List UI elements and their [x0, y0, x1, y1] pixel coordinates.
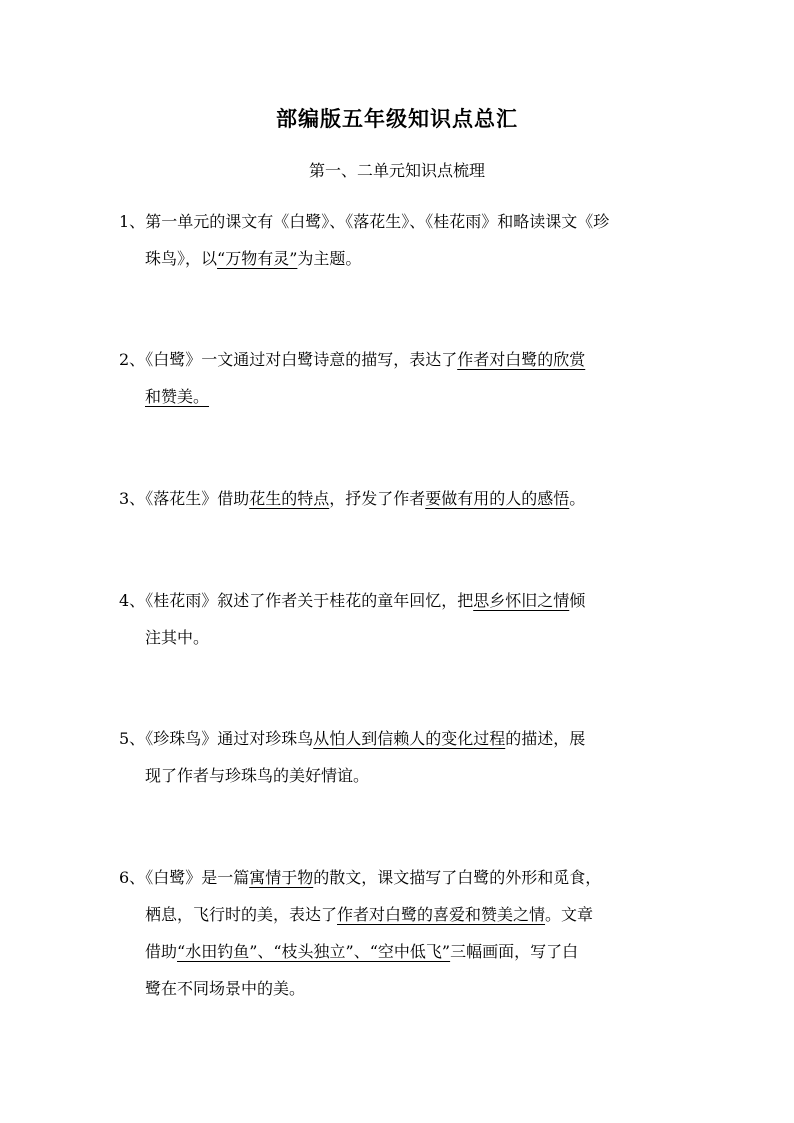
item-text: 《白鹭》一文通过对白鹭诗意的描写，表达了	[145, 350, 458, 369]
item-number: 5、	[119, 729, 146, 748]
item-text: 注其中。	[145, 628, 210, 647]
item-number: 1、	[119, 212, 146, 231]
item-line	[119, 933, 681, 970]
underlined-key-phrase: 思乡怀旧之情	[473, 591, 570, 610]
item-text: 珠鸟》，以	[145, 249, 218, 268]
item-line	[119, 582, 681, 619]
item-line	[119, 203, 681, 240]
item-text: 三幅画面，写了白	[450, 942, 579, 961]
item-number: 2、	[119, 350, 146, 369]
item-text: ，抒发了作者	[329, 489, 426, 508]
underlined-key-phrase: 花生的特点	[249, 489, 330, 508]
item-line	[119, 480, 681, 517]
item-text: 的散文，课文描写了白鹭的外形和觅食，	[313, 868, 602, 887]
item-text: 。文章	[545, 905, 594, 924]
item-text: 栖息，飞行时的美，表达了	[145, 905, 338, 924]
knowledge-point-5	[119, 720, 681, 794]
item-text: 《桂花雨》叙述了作者关于桂花的童年回忆，把	[145, 591, 474, 610]
underlined-key-phrase: 作者对白鹭的喜爱和赞美之情	[337, 905, 546, 924]
item-line	[119, 896, 681, 933]
item-text: 《落花生》借助	[145, 489, 250, 508]
item-line	[119, 970, 681, 1007]
document-subtitle: 第一、二单元知识点梳理	[308, 161, 485, 180]
item-number: 4、	[119, 591, 146, 610]
item-line	[119, 859, 681, 896]
underlined-key-phrase: “万物有灵”	[217, 249, 298, 268]
item-text: 鹭在不同场景中的美。	[145, 979, 306, 998]
item-line	[119, 720, 681, 757]
item-text: 为主题。	[297, 249, 362, 268]
underlined-key-phrase: “水田钓鱼”、“枝头独立”、“空中低飞”	[177, 942, 451, 961]
knowledge-point-1	[119, 203, 681, 277]
knowledge-point-6	[119, 859, 681, 1007]
document-title: 部编版五年级知识点总汇	[276, 106, 518, 131]
item-line	[119, 240, 681, 277]
knowledge-point-2	[119, 341, 681, 415]
item-text: 现了作者与珍珠鸟的美好情谊。	[145, 766, 370, 785]
item-line	[119, 757, 681, 794]
item-line	[119, 378, 681, 415]
underlined-key-phrase: 从怕人到信赖人的变化过程	[313, 729, 506, 748]
item-line	[119, 341, 681, 378]
item-text: 的描述，展	[505, 729, 586, 748]
item-number: 3、	[119, 489, 146, 508]
item-number: 6、	[119, 868, 146, 887]
underlined-key-phrase: 寓情于物	[249, 868, 314, 887]
item-text: 第一单元的课文有《白鹭》、《落花生》、《桂花雨》和略读课文《珍	[145, 212, 610, 231]
item-text: 借助	[145, 942, 178, 961]
knowledge-point-3	[119, 480, 681, 517]
item-text: 《珍珠鸟》通过对珍珠鸟	[145, 729, 314, 748]
underlined-key-phrase: 作者对白鹭的欣赏	[457, 350, 586, 369]
item-line	[119, 619, 681, 656]
item-text: 《白鹭》是一篇	[145, 868, 250, 887]
item-text: 倾	[569, 591, 586, 610]
underlined-key-phrase: 要做有用的人的感悟	[425, 489, 570, 508]
underlined-key-phrase: 和赞美。	[145, 387, 210, 406]
item-text: 。	[569, 489, 586, 508]
knowledge-point-4	[119, 582, 681, 656]
